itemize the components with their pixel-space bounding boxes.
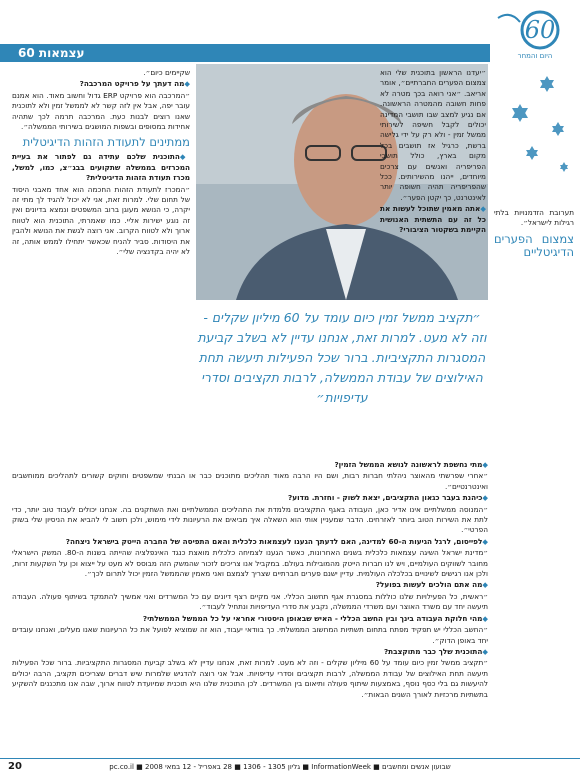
page-number: 20 bbox=[8, 761, 22, 772]
question: ◆ מהי חלוקת העבודה בינך ובין החשב הכללי - האיש שבאופן היסטורי אחראי על כל הממשל הממשלתי? bbox=[12, 614, 488, 624]
question: ◆ מה אתם הולכים לעשות בפועל? bbox=[12, 580, 488, 590]
paragraph: ״המרכבה הוא פרויקט ERP גדול וחשוב מאוד. הוא אמנם עובר יפה, אבל אין לזה קשר לא לממשל זמין ולא לתוכנית שאנו רוצים לבנות כעת. המרכבה תרמה לכך שתהיה אחידות במסופים ובשפות המושגים בשירותי הממשלה״. bbox=[12, 90, 190, 132]
paragraph: ״המכרז לתעודת הזהות החכמה הוא אחד מאבני היסוד של תחום שלי. למרות זאת, אני לא יכול להגיד לך מתי זה יקרה, כי הנושא מעוגן ברוב המשפטים ונמצא בדיונים ואין זה נוגע ישירות אליי. כמו שאמרתי, התוכנית הוא לטווח ארוך ולא לטווח הקרוב. אני רוצה לגשת את הנושא ולהבין את היסודות. סביר להניח שכאשר יתחילו לממש אותה, זה לא יהיה בקדנציה שלי״. bbox=[12, 184, 190, 257]
question: ◆ התוכנית שלך כבר מתוקצבת? bbox=[12, 647, 488, 657]
paragraph: ״יעדנו הראשון בתוכנית שלי הוא צמצום הפערים החברתיים״, אומר אריאב. ״אני רואה בכך מטרה לא פחות חשובה מהמטרה הראשונה. אם נגיע למצב שבו תושבי המדינה יכולים לקבל חשיפה לשירותי ממשל זמין - ולא רק על ידי גלישה ברשת, כרגיל אז תושבים בכל מקום בארץ, כולל תושבי הפריפריה ואנשים עם צרכים מיוחדים, ייהנו מהשירותים. ככל שהפריפריה תהיה חשופה יותר לאינטרנט, כך יקטן הפער״. bbox=[380, 68, 486, 202]
anniversary-logo bbox=[490, 8, 576, 68]
column-right bbox=[380, 68, 486, 398]
subheading: ממתינים לתעודת הזהות הדיגיטלית bbox=[22, 135, 190, 150]
question: ◆ התוכנית שלכם עתידה גם לפתור את בעיית המכרזים בממשלה שתקועים בבג״צ, כמו, למשל, מכרז תעודת הזהות הדיגיטלית? bbox=[12, 152, 190, 183]
paragraph: ״ראשית, כל הפעילויות שלנו כוללות במסגרת אגף תחשוב הכללי. אני מקיים רצף דיונים עם כל המשרדים ואני אמשיך להתמקד בשיתוף פעולה. העבודה תיעשה יחד עם משרד האוצר ועם משרדי הממשלה, נקבע את סדרי העדיפויות ונתחיל לעבוד״. bbox=[12, 591, 488, 612]
question: ◆ כיהנת בעבר כגאון התקציבים, יצאת לשוק - וחזרת. מדוע? bbox=[12, 493, 488, 503]
logo-subtitle: היום והמחר bbox=[517, 52, 553, 60]
page-footer bbox=[0, 758, 580, 775]
question: ◆ מתי נחשפת לראשונה לנושא הממשל הזמין? bbox=[12, 460, 488, 470]
column-left bbox=[12, 68, 190, 460]
subheading: צמצום הפערים הדיגיטליים bbox=[494, 231, 574, 259]
footer-text: שבועון אנשים ומחשבים ■ InformationWeek ■ גליון 1305 - 1306 ■ 28 באפריל - 12 במאי 2008 ■ pc.co.il bbox=[109, 763, 451, 771]
paragraph: שקיימים כיום״. bbox=[143, 68, 190, 77]
paragraph: ״תקציב ממשל זמין כיום עומד על 60 מיליון שקלים - וזה לא מעט. למרות זאת, אנחנו עדיין לא בשלב קביעת המסגרות התקציביות. ברור שכל הפעילות תיעשה תחת האילוצים של עבודת הממשלה, לרבות תקציבים וסדרי עדיפויות. אבל אני רוצה להדגיש שלמרות שיש דברים שצריכים תקציב, הרבה יכולים להיעשות גם בלי כסף נוסף, באמצעות שיתוף פעולה ותיאום בין המשרדים. לכן התוכנית שלנו היא תוכנית שמיועדת לטווח ארוך, שבה אנו מתכננים להשקיע בתשתיות מרכזיות לאורך השנים הבאות״. bbox=[12, 658, 488, 699]
column-right-narrow bbox=[494, 208, 574, 360]
paragraph: ״החשב הכללי יש תפקיד מפתח בתחום תשתיות המחשוב הממשלתי. כך בוודאי יעבוד, הוא זה שמוציא לפועל את כל הרעיונות שאנו מעלים, ואנחנו עובדים יחד באופן הדוק״. bbox=[12, 625, 488, 645]
bottom-article-text bbox=[12, 460, 488, 756]
section-bar bbox=[0, 44, 490, 62]
question: ◆ אתה מאמין שתוכל לעשות את כל זה עם התשתית האנושית הקיימת בשקטור הציבורי? bbox=[380, 204, 486, 235]
paragraph: ״המנוסה ממשלתיים אינו אדיר כאן, העבודה באגף התקציבים מלמדת את התהליכים הממשלתיים ואת השחקנים בה. אנחנו יכולים לעבוד טוב יותר, כדי לתת את השירות הטוב ביותר לאזרחים. הדבר שמעניין אותי הוא השאלה איך מביאים את הרעיונות לידי מימוש, ולכן חשוב לי להביא את הניסיון שלי בשוק הפרטי״. bbox=[12, 504, 488, 535]
paragraph: ״מדינת ישראל השיגה עצמאות כלכלית בשנים האחרונות, כאשר הגענו לצמיחה כלכלית מואצת כנגד האינפלציה שהייתה בשנות ה-80. המשק הישראלי מחובר לשווקים העולמיים, ויש לנו חברות הייטק מהמובילות בעולם. במקביל אנו צריכים לזכור שהמשק הזה מבוסס לא מעט על ייצוא וכן על השקעות זרות, ולכן אנו רגישים לשינויים בכלכלה העולמית. עדיין ישנם פערים חברתיים שצריך לצמצם ואני מאמין שהממשל הזמין יכול לתרום לכך״. bbox=[12, 548, 488, 579]
logo-graphic bbox=[490, 8, 576, 52]
decorative-stars bbox=[492, 66, 578, 206]
pull-quote: ״תקציב ממשל זמין כיום עומד על 60 מיליון שקלים - וזה לא מעט. למרות זאת, אנחנו עדיין לא בשלב קביעת המסגרות התקציביות. ברור שכל הפעילות תיעשה תחת האילוצים של עבודת הממשלה, לרבות תקציבים וסדרי עדיפויות״ bbox=[197, 310, 487, 405]
logo-number: 60 bbox=[524, 16, 556, 44]
paragraph: תערובת הזדמנויות בלתי רגילות לישראל״. bbox=[494, 208, 574, 228]
section-title: עצמאות 60 bbox=[18, 46, 85, 60]
question: ◆ מה דעתך על פרויקט המרכבה? bbox=[12, 79, 190, 89]
question: ◆ לפייסום, לרגל הגיעות ה-60 למדינה, האם לדעתך הגענו לעצמאות כלכלית והאם התפיסה של החברה הייטק בישראל ניצחה? bbox=[12, 537, 488, 547]
paragraph: ״אחרי שפרשתי מהאוצר ניהלתי חברות רבות, ושם היו הרבה מאוד תהליכים מתוכנים כבר או הבנתי שמשפטים וחוקים קשורים לתהליכים ממוחשבים ואינטרנטיים״. bbox=[12, 471, 488, 491]
